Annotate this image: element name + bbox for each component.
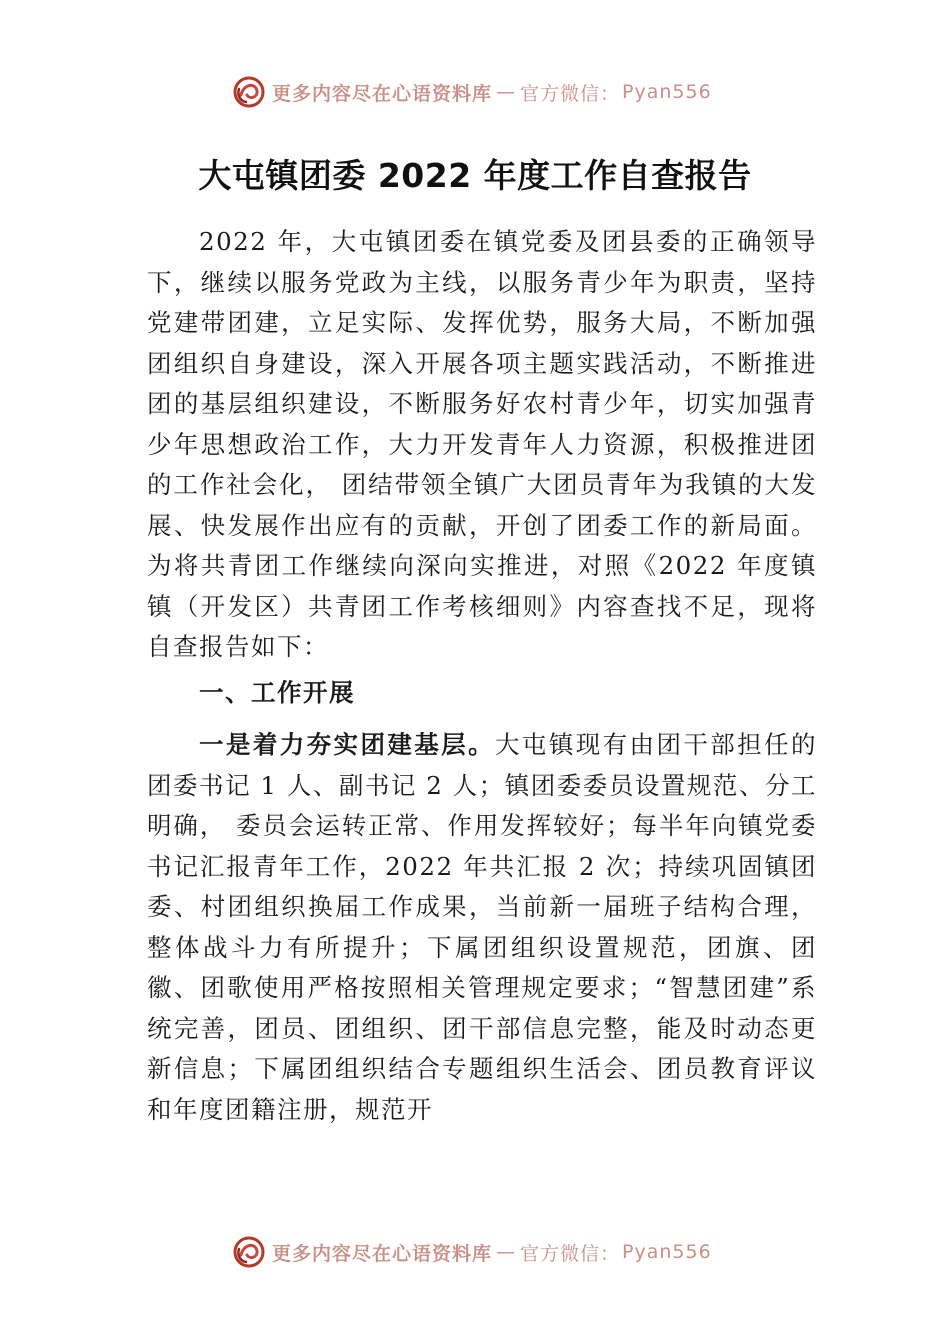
- watermark-footer: [232, 1232, 712, 1272]
- section1-text: 大屯镇现有由团干部担任的团委书记 1 人、副书记 2 人；镇团委委员设置规范、分工明确， 委员会运转正常、作用发挥较好；每半年向镇党委书记汇报青年工作，2022 年共汇报 2 次；持续巩固镇团委、村团组织换届工作成果，当前新一届班子结构合理，整体战斗力有所提升；下属团组织设置规范，团旗、团徽、团歌使用严格按照相关管理规定要求；“智慧团建”系统完善，团员、团组织、团干部信息完整，能及时动态更新信息；下属团组织结合专题组织生活会、团员教育评议和年度团籍注册，规范开: [147, 730, 817, 1124]
- section-heading: 一、工作开展: [199, 677, 355, 707]
- document-body: [147, 222, 817, 1130]
- watermark-separator: —: [496, 1241, 517, 1263]
- watermark-wechat-label: 官方微信：: [520, 82, 621, 105]
- red-swirl-logo-icon: [232, 75, 266, 109]
- watermark-wechat-id: Pyan556: [622, 81, 712, 103]
- section1-lead: 一是着力夯实团建基层。: [199, 730, 495, 759]
- red-swirl-logo-icon: [232, 1235, 266, 1269]
- intro-paragraph: 2022 年，大屯镇团委在镇党委及团县委的正确领导下，继续以服务党政为主线，以服务青少年为职责，坚持党建带团建，立足实际、发挥优势，服务大局，不断加强团组织自身建设，深入开展各项主题实践活动，不断推进团的基层组织建设，不断服务好农村青少年，切实加强青少年思想政治工作，大力开发青年人力资源，积极推进团的工作社会化， 团结带领全镇广大团员青年为我镇的大发展、快发展作出应有的贡献，开创了团委工作的新局面。为将共青团工作继续向深向实推进，对照《2022 年度镇镇（开发区）共青团工作考核细则》内容查找不足，现将自查报告如下：: [147, 227, 817, 661]
- section1-paragraph: [147, 725, 817, 1130]
- watermark-wechat-id: Pyan556: [622, 1241, 712, 1263]
- watermark-separator: —: [496, 81, 517, 103]
- watermark-header: [232, 72, 712, 112]
- watermark-wechat-label: 官方微信：: [520, 1242, 621, 1265]
- document-title: 大屯镇团委 2022 年度工作自查报告: [198, 156, 752, 196]
- watermark-site-text: 更多内容尽在心语资料库: [272, 82, 493, 105]
- watermark-site-text: 更多内容尽在心语资料库: [272, 1242, 493, 1265]
